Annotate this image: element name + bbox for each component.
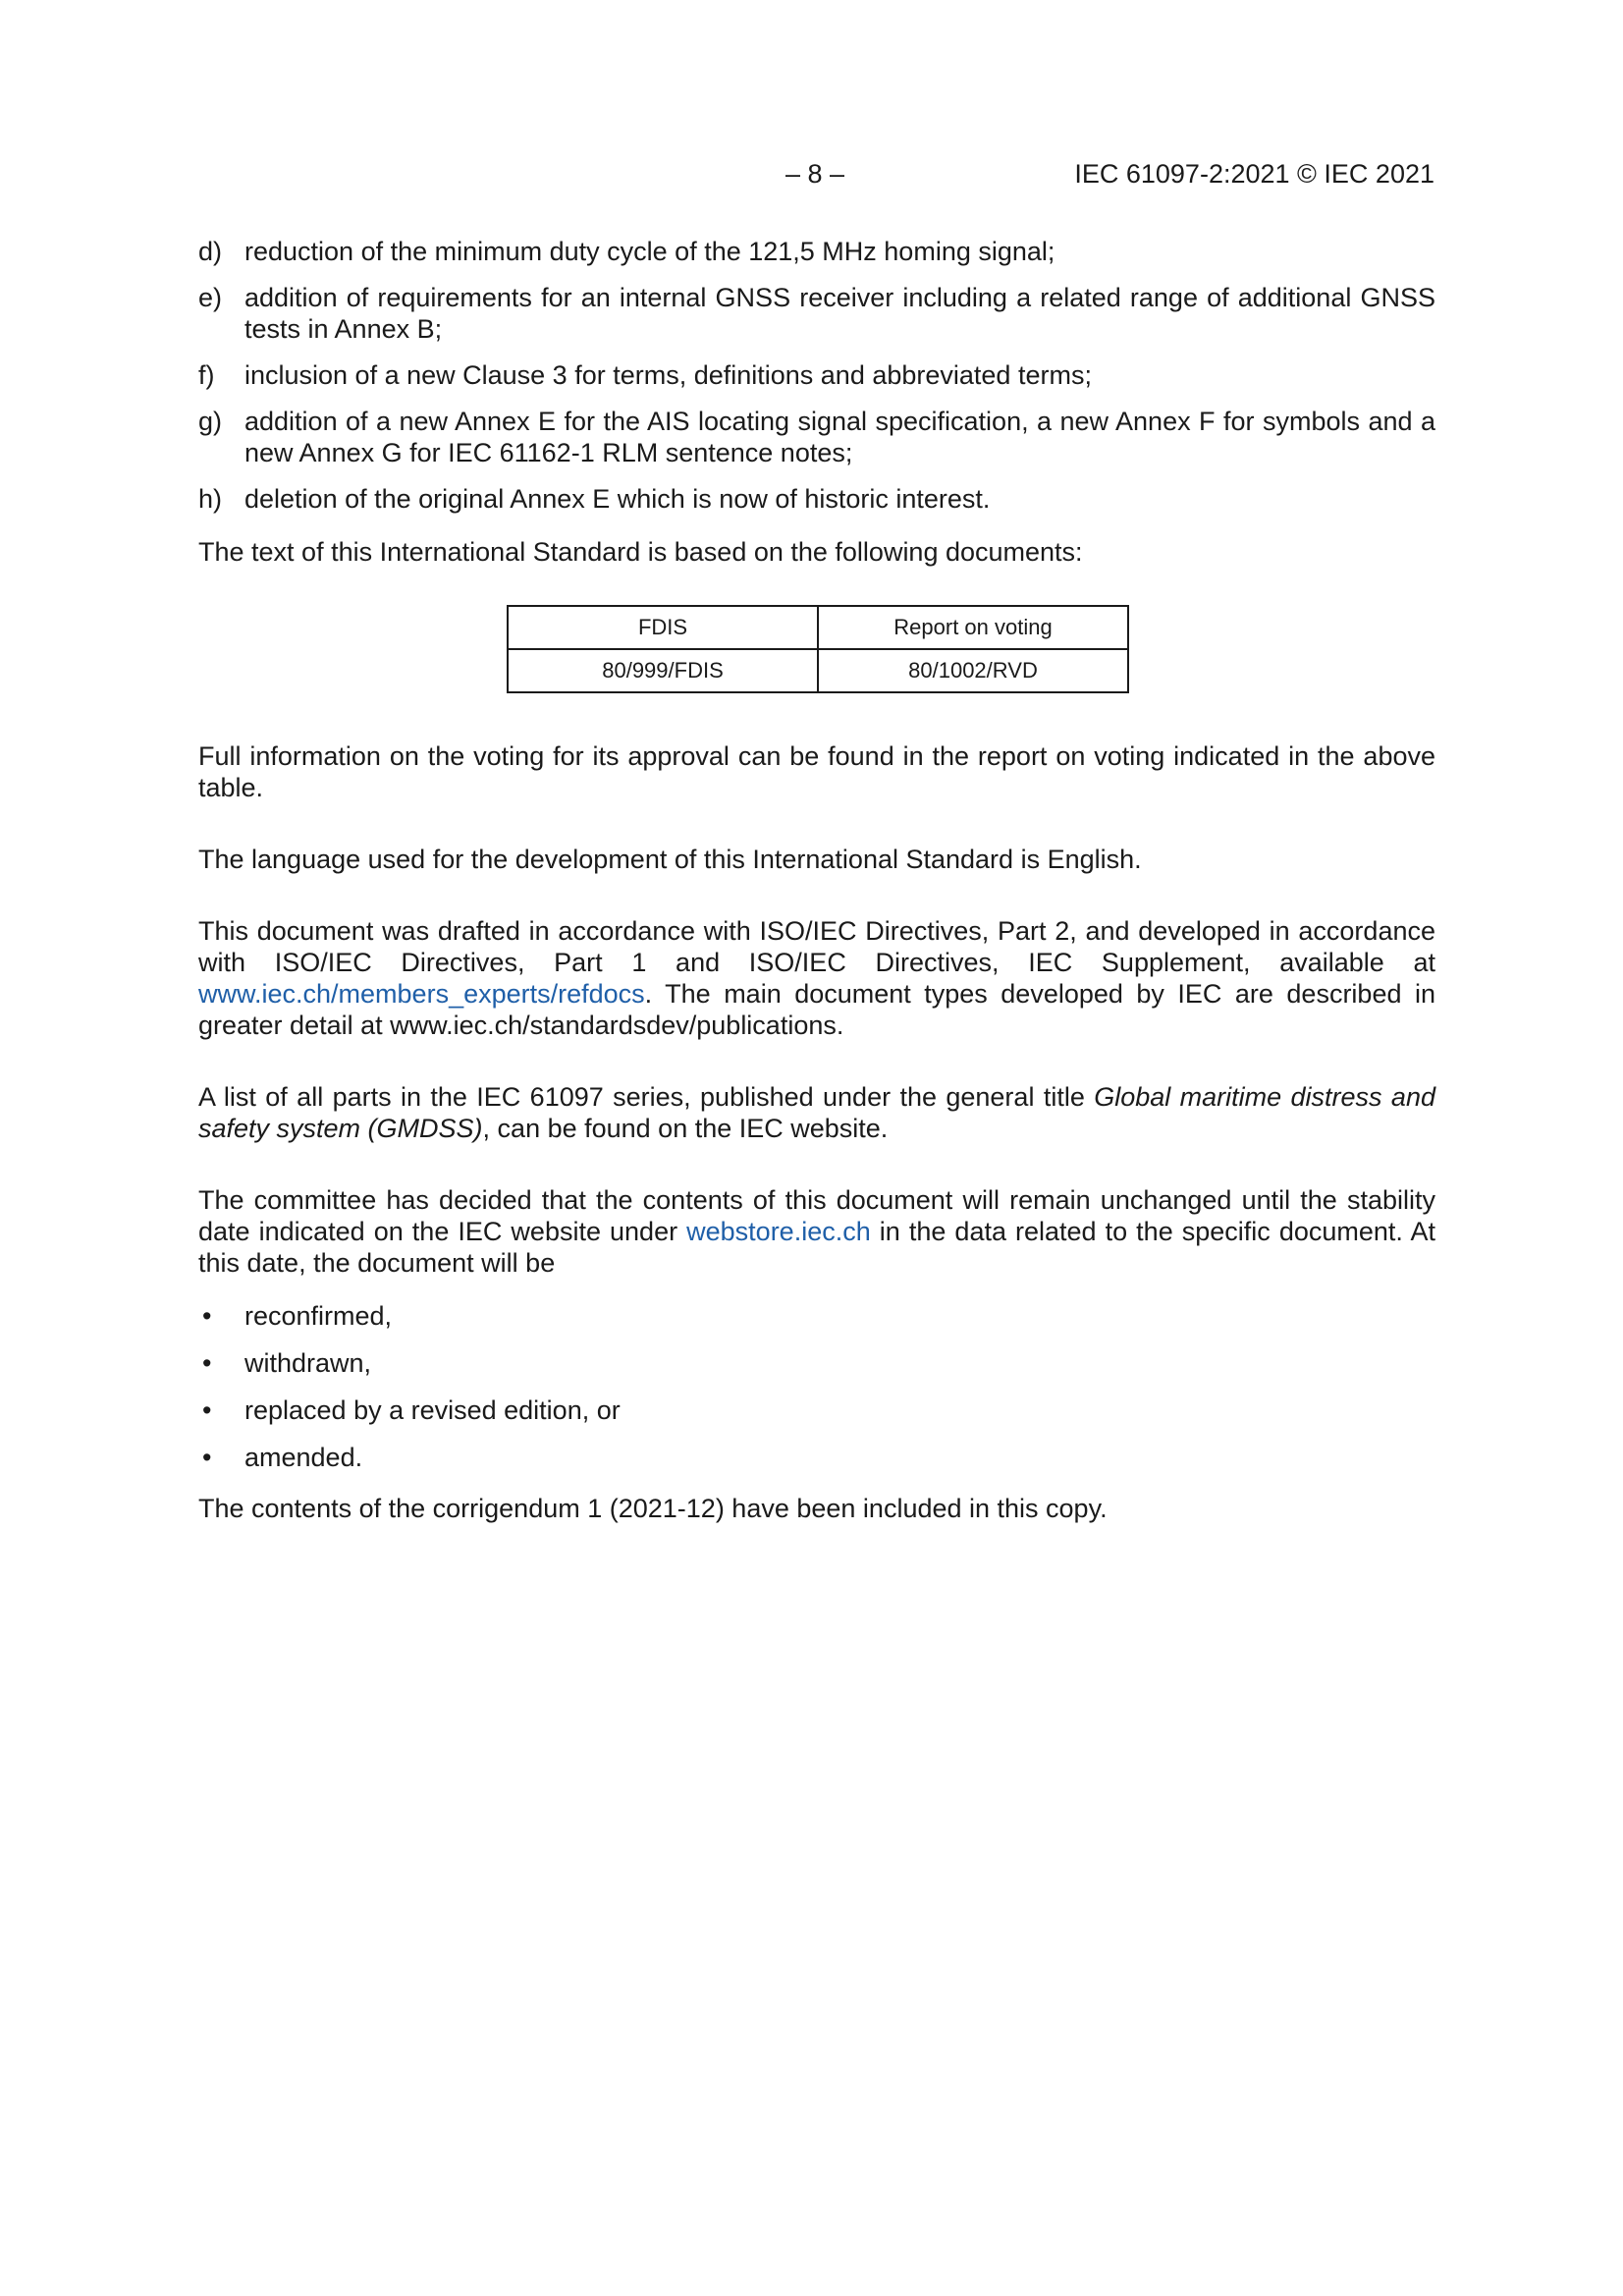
table-cell: 80/999/FDIS (508, 649, 818, 692)
corrigendum-paragraph: The contents of the corrigendum 1 (2021-12) have been included in this copy. (198, 1494, 1108, 1523)
language-paragraph: The language used for the development of this International Standard is English. (198, 845, 1142, 874)
list-marker: g) (198, 407, 223, 436)
refdocs-link[interactable]: www.iec.ch/members_experts/refdocs (198, 979, 645, 1009)
intro-paragraph: The text of this International Standard is based on the following documents: (198, 537, 1083, 567)
webstore-link[interactable]: webstore.iec.ch (686, 1217, 871, 1246)
bullet-list (198, 1300, 1435, 1473)
list-item (198, 483, 1435, 515)
page-header (0, 159, 1623, 198)
bullet-icon: • (202, 1395, 212, 1425)
voting-table (507, 605, 1129, 693)
list-item-text: replaced by a revised edition, or (244, 1395, 621, 1425)
list-item-text: addition of a new Annex E for the AIS locating signal specification, a new Annex F for symbols and a new Annex G for IEC 61162-1 RLM sentence notes; (244, 407, 1435, 467)
list-marker: d) (198, 237, 223, 266)
list-item-text: reduction of the minimum duty cycle of the 121,5 MHz homing signal; (244, 237, 1055, 266)
list-marker: f) (198, 360, 215, 390)
list-item (198, 282, 1435, 345)
list-item-text: inclusion of a new Clause 3 for terms, definitions and abbreviated terms; (244, 360, 1092, 390)
list-marker: e) (198, 283, 223, 312)
drafting-paragraph (198, 915, 1435, 1041)
drafting-text-start: This document was drafted in accordance with ISO/IEC Directives, Part 2, and developed in accordance with ISO/IEC Directives, Part 1 and ISO/IEC Directives, IEC Supplement, available at (198, 916, 1435, 977)
list-item (198, 1442, 1435, 1473)
list-item (198, 359, 1435, 391)
table-row (508, 649, 1128, 692)
committee-text-start: The committee has decided that the contents of this document will remain unchanged until the stability date indicated on the IEC website under (198, 1185, 1435, 1246)
list-marker: h) (198, 484, 223, 514)
list-item-text: deletion of the original Annex E which is now of historic interest. (244, 484, 991, 514)
voting-info-paragraph: Full information on the voting for its approval can be found in the report on voting indicated in the above table. (198, 741, 1435, 802)
table-cell: 80/1002/RVD (818, 649, 1128, 692)
drafting-text-end: . The main document types developed by IEC are described in greater detail at www.iec.ch/standardsdev/publications. (198, 979, 1435, 1040)
bullet-icon: • (202, 1301, 212, 1331)
series-text-end: , can be found on the IEC website. (482, 1114, 889, 1143)
list-item-text: reconfirmed, (244, 1301, 393, 1331)
list-item-text: withdrawn, (244, 1348, 372, 1378)
table-header-cell: FDIS (508, 606, 818, 649)
list-item (198, 406, 1435, 468)
committee-paragraph (198, 1184, 1435, 1279)
list-item (198, 1394, 1435, 1426)
table-header-cell: Report on voting (818, 606, 1128, 649)
series-text-start: A list of all parts in the IEC 61097 series, published under the general title (198, 1082, 1095, 1112)
page-content (198, 236, 1435, 1524)
list-item-text: addition of requirements for an internal GNSS receiver including a related range of additional GNSS tests in Annex B; (244, 283, 1435, 344)
list-item (198, 1347, 1435, 1379)
document-reference: IEC 61097-2:2021 © IEC 2021 (1074, 159, 1434, 189)
change-list (198, 236, 1435, 515)
series-paragraph (198, 1081, 1435, 1144)
series-title: Global maritime distress and safety system (GMDSS) (198, 1082, 1435, 1143)
bullet-icon: • (202, 1443, 212, 1472)
committee-text-end: in the data related to the specific document. At this date, the document will be (198, 1217, 1435, 1278)
list-item (198, 1300, 1435, 1332)
list-item-text: amended. (244, 1443, 363, 1472)
bullet-icon: • (202, 1348, 212, 1378)
page-number: – 8 – (785, 159, 845, 189)
table-header-row (508, 606, 1128, 649)
list-item (198, 236, 1435, 267)
